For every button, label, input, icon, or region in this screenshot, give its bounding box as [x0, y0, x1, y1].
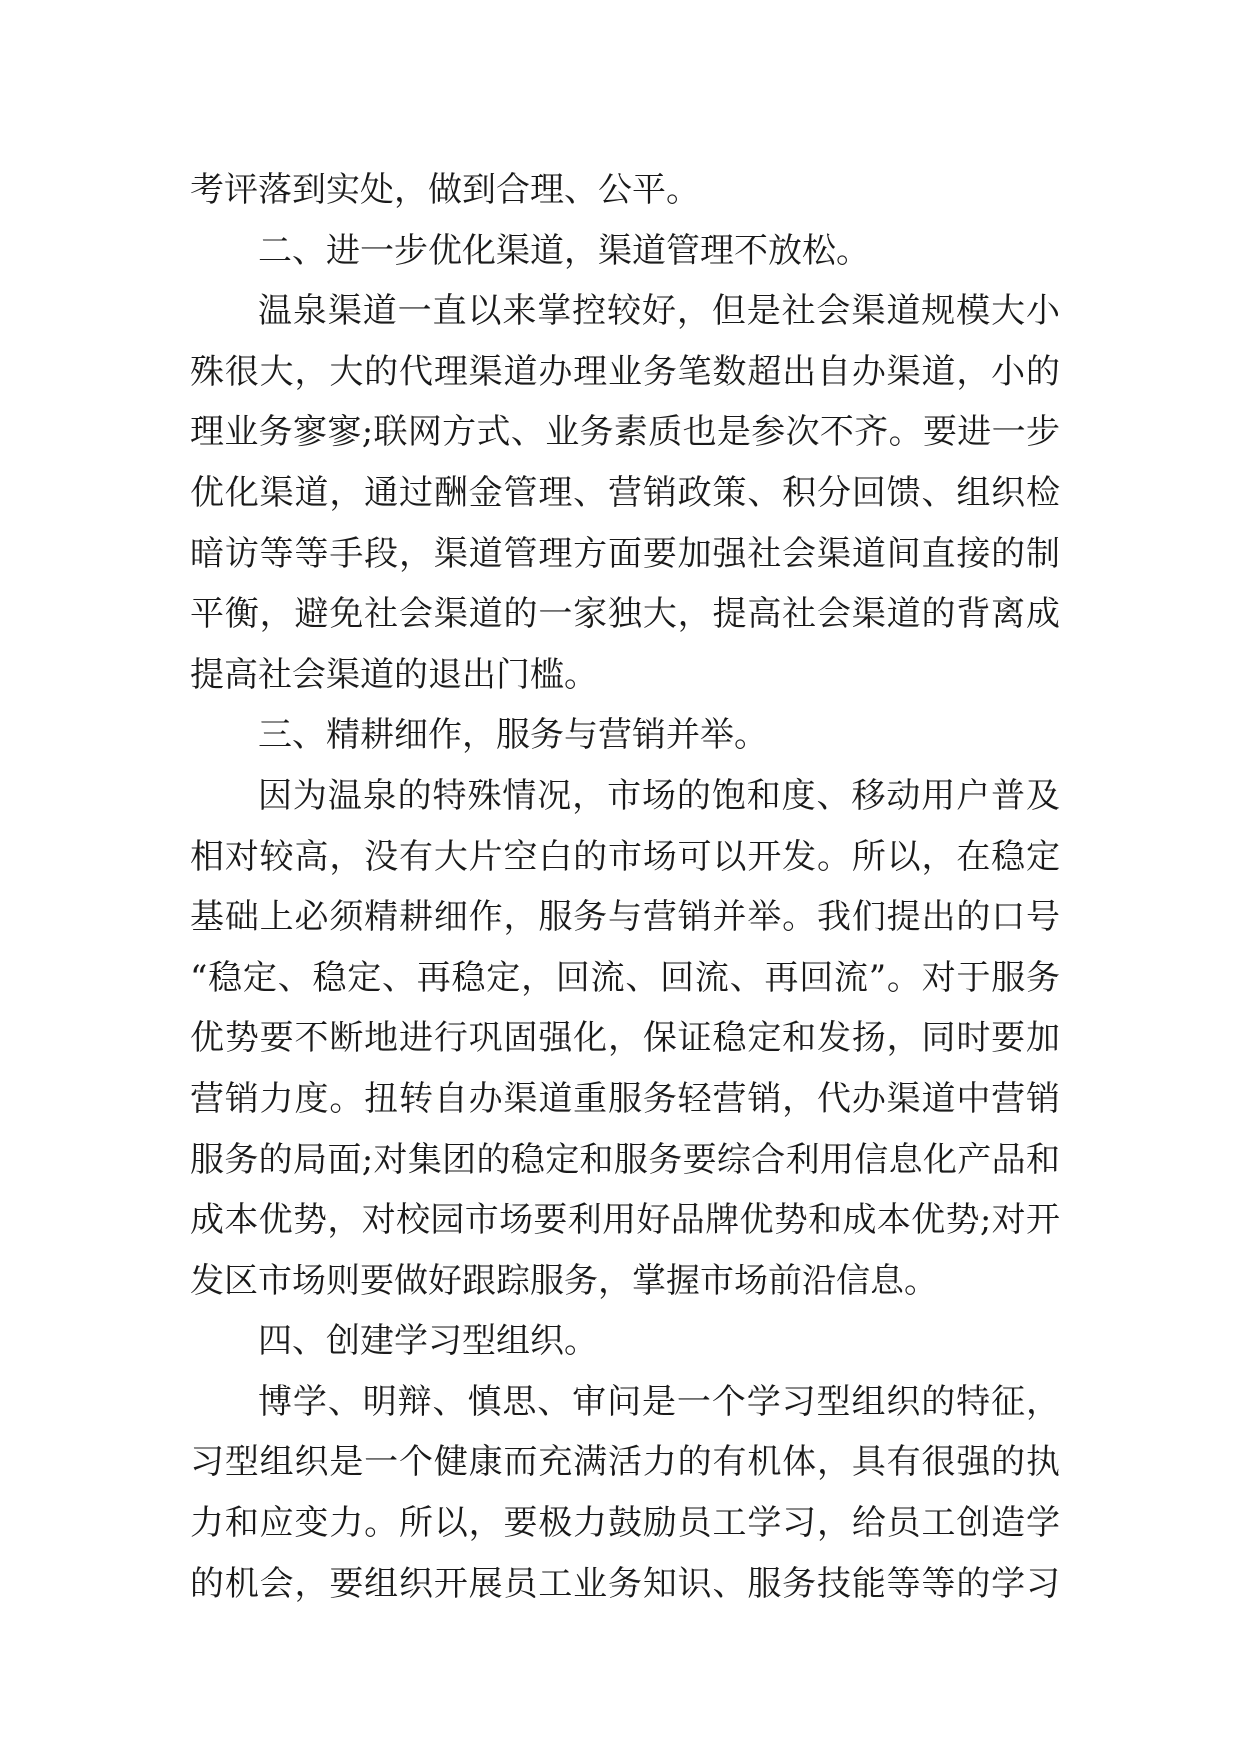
- text-line: 平衡，避免社会渠道的一家独大，提高社会渠道的背离成: [190, 594, 1060, 635]
- text-line: 提高社会渠道的退出门槛。: [190, 654, 598, 695]
- text-line: 的机会，要组织开展员工业务知识、服务技能等等的学习: [190, 1563, 1060, 1604]
- text-line: 理业务寥寥;联网方式、业务素质也是参次不齐。要进一步: [190, 412, 1060, 453]
- text-line: 博学、明辩、慎思、审问是一个学习型组织的特征，: [258, 1381, 1060, 1422]
- document-body: [190, 160, 1060, 1614]
- section-heading: 四、创建学习型组织。: [258, 1321, 598, 1362]
- text-line: 力和应变力。所以，要极力鼓励员工学习，给员工创造学: [190, 1503, 1060, 1544]
- section-heading: 二、进一步优化渠道，渠道管理不放松。: [258, 230, 870, 271]
- text-line: 优势要不断地进行巩固强化，保证稳定和发扬，同时要加: [190, 1018, 1060, 1059]
- text-line: 考评落到实处，做到合理、公平。: [190, 170, 700, 210]
- text-line: 习型组织是一个健康而充满活力的有机体，具有很强的执: [190, 1442, 1060, 1483]
- text-line: 基础上必须精耕细作，服务与营销并举。我们提出的口号: [190, 897, 1060, 938]
- text-line: 相对较高，没有大片空白的市场可以开发。所以，在稳定: [190, 836, 1060, 877]
- text-line: 暗访等等手段，渠道管理方面要加强社会渠道间直接的制: [190, 533, 1060, 574]
- text-line: 因为温泉的特殊情况，市场的饱和度、移动用户普及: [258, 775, 1060, 816]
- text-line: 成本优势，对校园市场要利用好品牌优势和成本优势;对开: [190, 1200, 1060, 1241]
- text-line: 发区市场则要做好跟踪服务，掌握市场前沿信息。: [190, 1260, 938, 1301]
- text-line: “稳定、稳定、再稳定，回流、回流、再回流”。对于服务: [190, 957, 1060, 998]
- text-line: 营销力度。扭转自办渠道重服务轻营销，代办渠道中营销: [190, 1078, 1060, 1119]
- text-line: 服务的局面;对集团的稳定和服务要综合利用信息化产品和: [190, 1139, 1060, 1180]
- section-heading: 三、精耕细作，服务与营销并举。: [258, 715, 768, 756]
- text-line: 殊很大，大的代理渠道办理业务笔数超出自办渠道，小的: [190, 351, 1060, 392]
- text-line: 优化渠道，通过酬金管理、营销政策、积分回馈、组织检: [190, 472, 1060, 513]
- text-line: 温泉渠道一直以来掌控较好，但是社会渠道规模大小: [258, 291, 1060, 332]
